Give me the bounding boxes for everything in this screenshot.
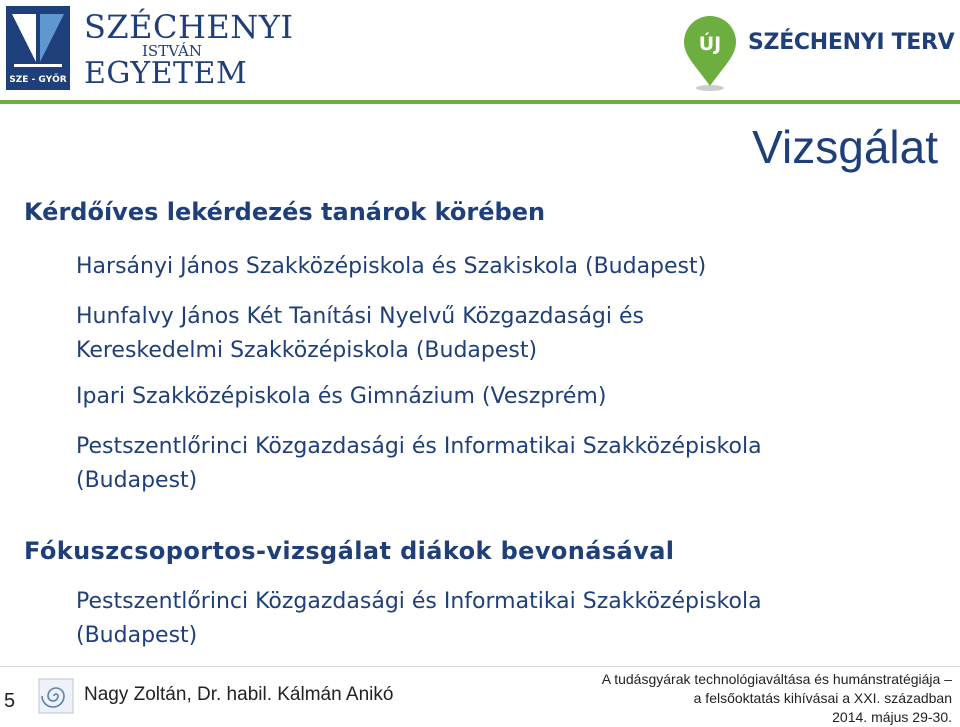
- university-name-line2: ISTVÁN: [142, 42, 202, 60]
- plan-label: SZÉCHENYI TERV: [748, 30, 955, 55]
- university-name: [84, 6, 314, 90]
- list-item: Harsányi János Szakközépiskola és Szakiskola (Budapest): [76, 254, 707, 279]
- list-item: Pestszentlőrinci Közgazdasági és Informatikai Szakközépiskola (Budapest): [76, 589, 762, 648]
- footer-authors: Nagy Zoltán, Dr. habil. Kálmán Anikó: [84, 684, 394, 705]
- list-item: Hunfalvy János Két Tanítási Nyelvű Közgazdasági és Kereskedelmi Szakközépiskola (Budapest): [76, 304, 644, 363]
- plan-badge-text: ÚJ: [698, 33, 722, 55]
- page-number: 5: [4, 690, 16, 712]
- university-logo: [6, 6, 70, 90]
- university-badge-text: SZE - GYŐR: [9, 75, 67, 85]
- conference-title-line1: A tudásgyárak technológiaváltása és humánstratégiája –: [601, 671, 952, 687]
- footer-conference: [512, 670, 952, 727]
- university-name-line3: EGYETEM: [84, 56, 248, 91]
- university-name-line1: SZÉCHENYI: [84, 8, 294, 46]
- szechenyi-terv-pin-icon: [680, 14, 740, 94]
- slide-title: Vizsgálat: [752, 121, 938, 173]
- list-item: Pestszentlőrinci Közgazdasági és Informatikai Szakközépiskola (Budapest): [76, 434, 762, 493]
- list-item: Ipari Szakközépiskola és Gimnázium (Veszprém): [76, 384, 607, 409]
- footer-divider: [0, 666, 960, 667]
- section-heading-questionnaire: Kérdőíves lekérdezés tanárok körében: [24, 198, 546, 226]
- conference-date: 2014. május 29-30.: [832, 709, 952, 725]
- conference-title-line2: a felsőoktatás kihívásai a XXI. században: [693, 690, 952, 706]
- spiral-logo-icon: [38, 678, 74, 714]
- section-heading-focus-group: Fókuszcsoportos-vizsgálat diákok bevonásával: [24, 537, 675, 565]
- header-divider: [0, 100, 960, 104]
